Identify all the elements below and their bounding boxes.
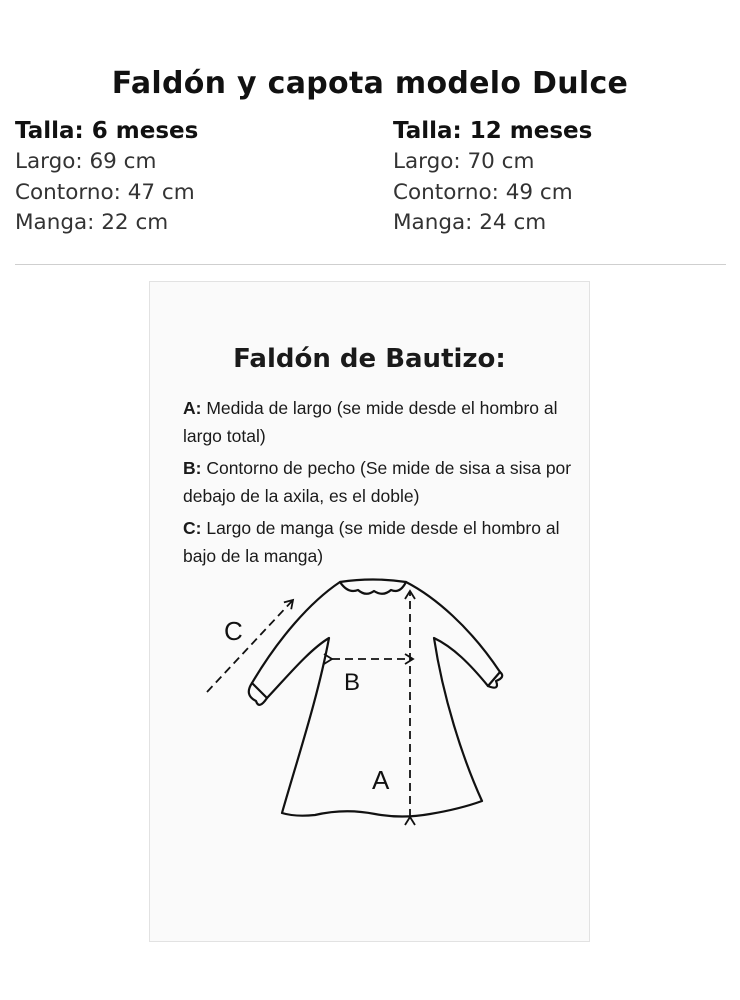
legend-key: B: bbox=[183, 458, 202, 478]
legend-item-a bbox=[183, 394, 583, 450]
dress-diagram bbox=[190, 577, 530, 837]
size-heading: Talla: 12 meses bbox=[393, 118, 593, 144]
legend-text: Largo de manga (se mide desde el hombro al bajo de la manga) bbox=[183, 518, 560, 566]
manga-value: Manga: 24 cm bbox=[393, 210, 547, 235]
legend-text: Medida de largo (se mide desde el hombro al largo total) bbox=[183, 398, 558, 446]
arrow-c bbox=[207, 600, 293, 692]
largo-value: Largo: 70 cm bbox=[393, 149, 535, 174]
legend-key: A: bbox=[183, 398, 202, 418]
legend-text: Contorno de pecho (Se mide de sisa a sisa por debajo de la axila, es el doble) bbox=[183, 458, 572, 506]
divider bbox=[15, 264, 726, 265]
measurement-diagram-card bbox=[149, 281, 590, 942]
page-title: Faldón y capota modelo Dulce bbox=[111, 66, 629, 101]
label-a: A bbox=[372, 765, 390, 795]
largo-value: Largo: 69 cm bbox=[15, 149, 157, 174]
size-column-12-meses bbox=[393, 116, 592, 239]
measurement-legend bbox=[183, 394, 583, 574]
contorno-value: Contorno: 49 cm bbox=[393, 179, 573, 205]
legend-key: C: bbox=[183, 518, 202, 538]
manga-value: Manga: 22 cm bbox=[15, 210, 169, 235]
label-c: C bbox=[224, 616, 243, 646]
label-b: B bbox=[344, 669, 361, 696]
size-heading: Talla: 6 meses bbox=[15, 118, 199, 144]
contorno-value: Contorno: 47 cm bbox=[15, 179, 195, 205]
size-column-6-meses bbox=[15, 116, 198, 239]
legend-item-c bbox=[183, 514, 583, 570]
legend-item-b bbox=[183, 454, 583, 510]
diagram-title: Faldón de Bautizo: bbox=[233, 344, 506, 374]
